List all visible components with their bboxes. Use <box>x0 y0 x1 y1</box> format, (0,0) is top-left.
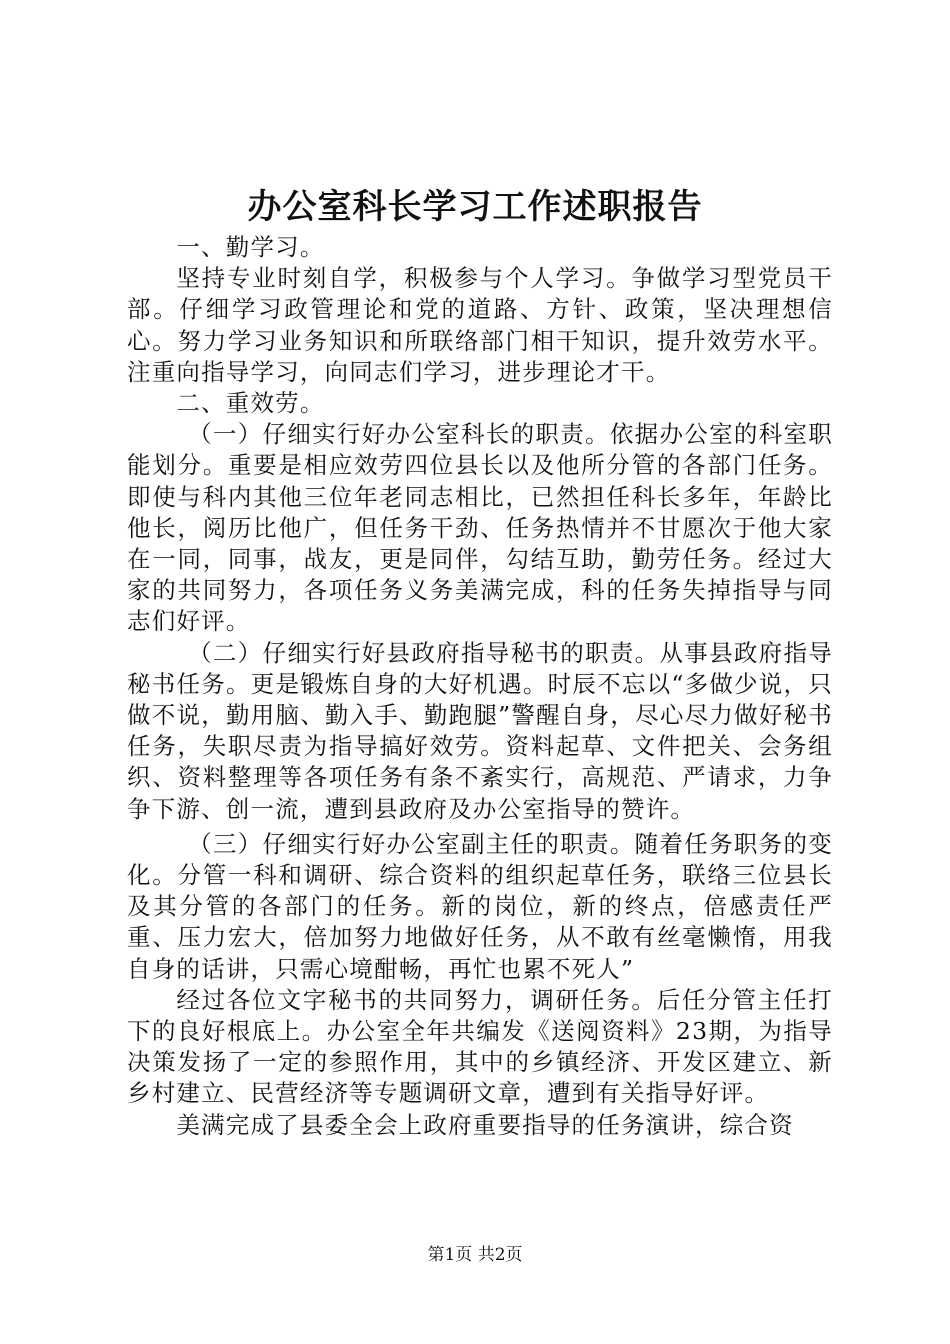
paragraph-research: 经过各位文字秘书的共同努力，调研任务。后任分管主任打下的良好根底上。办公室全年共编发《送阅资料》23期，为指导决策发扬了一定的参照作用，其中的乡镇经济、开发区建立、新乡村建立、民营经济等专题调研文章，遭到有关指导好评。 <box>127 985 833 1108</box>
section-heading-2: 二、重效劳。 <box>176 389 325 418</box>
paragraph-speech: 美满完成了县委全会上政府重要指导的任务演讲，综合资 <box>176 1110 794 1139</box>
paragraph-duty-2: （二）仔细实行好县政府指导秘书的职责。从事县政府指导秘书任务。更是锻炼自身的大好机遇。时辰不忘以“多做少说，只做不说，勤用脑、勤入手、勤跑腿”警醒自身，尽心尽力做好秘书任务，失职尽责为指导搞好效劳。资料起草、文件把关、会务组织、资料整理等各项任务有条不紊实行，高规范、严请求，力争争下游、创一流，遭到县政府及办公室指导的赞许。 <box>127 638 833 823</box>
section-heading-1: 一、勤学习。 <box>176 233 325 261</box>
paragraph-duty-3: （三）仔细实行好办公室副主任的职责。随着任务职务的变化。分管一科和调研、综合资料的组织起草任务，联络三位县长及其分管的各部门的任务。新的岗位，新的终点，倍感责任严重、压力宏大，倍加努力地做好任务，从不敢有丝毫懒惰，用我自身的话讲，只需心境酣畅，再忙也累不死人” <box>127 829 833 983</box>
document-body <box>127 232 833 1141</box>
paragraph-duty-1: （一）仔细实行好办公室科长的职责。依据办公室的科室职能划分。重要是相应效劳四位县长以及他所分管的各部门任务。即使与科内其他三位年老同志相比，已然担任科长多年，年龄比他长，阅历比他广，但任务干劲、任务热情并不甘愿次于他大家在一同，同事，战友，更是同伴，勾结互助，勤劳任务。经过大家的共同努力，各项任务义务美满完成，科的任务失掉指导与同志们好评。 <box>127 420 833 636</box>
paragraph-study: 坚持专业时刻自学，积极参与个人学习。争做学习型党员干部。仔细学习政管理论和党的道路、方针、政策，坚决理想信心。努力学习业务知识和所联络部门相干知识，提升效劳水平。注重向指导学习，向同志们学习，进步理论才干。 <box>127 264 833 386</box>
page-number: 第1页 共2页 <box>427 1245 523 1265</box>
document-title: 办公室科长学习工作述职报告 <box>247 187 703 227</box>
